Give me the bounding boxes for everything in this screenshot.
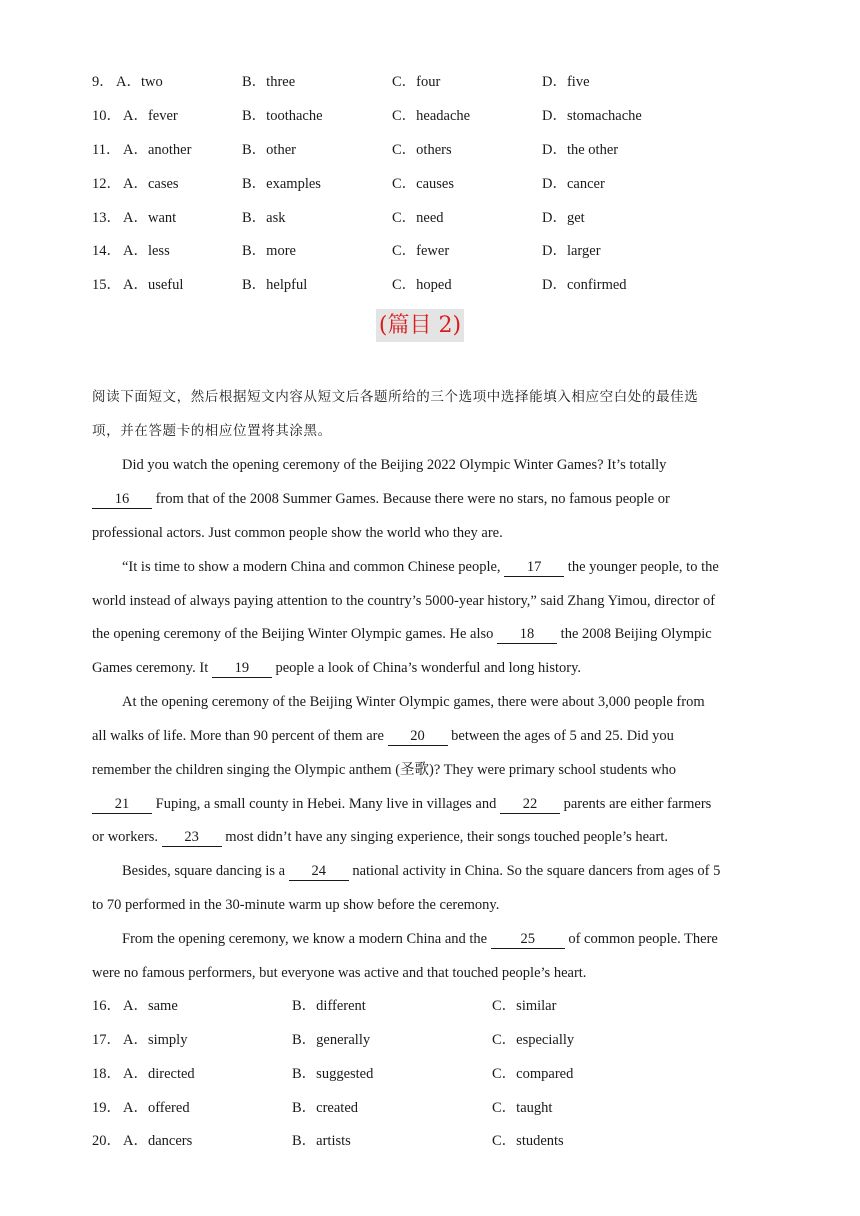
option-b: B．artists (292, 1133, 351, 1149)
option-d: D．larger (542, 243, 601, 259)
passage-line (122, 556, 719, 578)
passage-text: the 2008 Beijing Olympic (557, 626, 712, 642)
question-number: 17． (92, 1032, 121, 1048)
passage-line (92, 657, 581, 679)
passage-line (122, 860, 720, 882)
passage-text: the opening ceremony of the Beijing Winter Olympic games. He also (92, 626, 498, 642)
question-number: 14． (92, 243, 121, 259)
option-a: A．less (123, 243, 170, 259)
section-title: (篇目 2) (376, 309, 464, 342)
passage-line (92, 623, 712, 645)
passage-line (92, 725, 674, 747)
option-a: A．directed (123, 1066, 195, 1082)
option-c: C．hoped (392, 277, 452, 293)
passage-text: or workers. (92, 829, 162, 845)
option-a: A．fever (123, 108, 178, 124)
passage-line: Did you watch the opening ceremony of the Beijing 2022 Olympic Winter Games? It’s totally (122, 457, 667, 473)
option-b: B．helpful (242, 277, 308, 293)
blank-24: 24 (289, 862, 349, 881)
option-c: C．headache (392, 108, 471, 124)
option-c: C．need (392, 210, 444, 226)
passage-text: Games ceremony. It (92, 660, 212, 676)
question-number: 15． (92, 277, 121, 293)
blank-18: 18 (497, 625, 557, 644)
passage-text: most didn’t have any singing experience, their songs touched people’s heart. (221, 829, 668, 845)
passage-text: the younger people, to the (564, 559, 719, 575)
passage-text: From the opening ceremony, we know a modern China and the (122, 931, 491, 947)
question-number: 10． (92, 108, 121, 124)
passage-line (92, 793, 711, 815)
option-c: C．compared (492, 1066, 574, 1082)
option-c: C．taught (492, 1100, 553, 1116)
blank-16: 16 (92, 490, 152, 509)
option-a: A．same (123, 998, 178, 1014)
option-d: D．confirmed (542, 277, 627, 293)
passage-text: Besides, square dancing is a (122, 863, 289, 879)
passage-line (92, 488, 670, 510)
option-c: C．others (392, 142, 452, 158)
option-b: B．ask (242, 210, 286, 226)
blank-21: 21 (92, 795, 152, 814)
option-a: A．useful (123, 277, 184, 293)
passage-line (122, 928, 718, 950)
option-a: A．offered (123, 1100, 190, 1116)
option-a: A．another (123, 142, 192, 158)
option-d: D．get (542, 210, 585, 226)
option-c: C．students (492, 1133, 564, 1149)
option-b: B．three (242, 74, 296, 90)
option-a: A．dancers (123, 1133, 193, 1149)
passage-line (92, 826, 668, 848)
option-c: C．especially (492, 1032, 575, 1048)
option-a: A．two (116, 74, 163, 90)
option-c: C．four (392, 74, 441, 90)
passage-line: to 70 performed in the 30-minute warm up show before the ceremony. (92, 897, 500, 913)
passage-text: of common people. There (564, 931, 718, 947)
option-b: B．created (292, 1100, 359, 1116)
passage-text: parents are either farmers (559, 796, 712, 812)
blank-22: 22 (500, 795, 560, 814)
passage-line: professional actors. Just common people show the world who they are. (92, 525, 503, 541)
blank-25: 25 (491, 930, 565, 949)
option-d: D．the other (542, 142, 619, 158)
option-d: D．cancer (542, 176, 605, 192)
question-number: 12． (92, 176, 121, 192)
question-number: 19． (92, 1100, 121, 1116)
instructions-line-1: 阅读下面短文，然后根据短文内容从短文后各题所给的三个选项中选择能填入相应空白处的最佳选 (92, 389, 699, 405)
option-d: D．five (542, 74, 590, 90)
passage-text: from that of the 2008 Summer Games. Because there were no stars, no famous people or (152, 491, 670, 507)
passage-line: remember the children singing the Olympic anthem (圣歌)? They were primary school students who (92, 762, 677, 778)
passage-line: were no famous performers, but everyone was active and that touched people’s heart. (92, 965, 587, 981)
blank-23: 23 (162, 828, 222, 847)
passage-text: between the ages of 5 and 25. Did you (447, 728, 674, 744)
passage-line: At the opening ceremony of the Beijing Winter Olympic games, there were about 3,000 people from (122, 694, 705, 710)
option-c: C．fewer (392, 243, 450, 259)
option-c: C．causes (392, 176, 455, 192)
blank-20: 20 (388, 727, 448, 746)
instructions-line-2: 项，并在答题卡的相应位置将其涂黑。 (92, 423, 332, 439)
passage-text: “It is time to show a modern China and common Chinese people, (122, 559, 505, 575)
question-number: 18． (92, 1066, 121, 1082)
option-b: B．different (292, 998, 366, 1014)
passage-text: all walks of life. More than 90 percent of them are (92, 728, 388, 744)
option-a: A．simply (123, 1032, 188, 1048)
question-number: 11． (92, 142, 121, 158)
option-b: B．toothache (242, 108, 323, 124)
passage-text: people a look of China’s wonderful and long history. (271, 660, 582, 676)
option-b: B．more (242, 243, 296, 259)
option-c: C．similar (492, 998, 557, 1014)
question-number: 20． (92, 1133, 121, 1149)
blank-17: 17 (504, 558, 564, 577)
option-a: A．want (123, 210, 177, 226)
passage-text: national activity in China. So the square dancers from ages of 5 (348, 863, 721, 879)
question-number: 9． (92, 74, 114, 90)
option-b: B．examples (242, 176, 321, 192)
option-b: B．other (242, 142, 296, 158)
option-b: B．generally (292, 1032, 371, 1048)
option-d: D．stomachache (542, 108, 642, 124)
blank-19: 19 (212, 659, 272, 678)
question-number: 16． (92, 998, 121, 1014)
option-a: A．cases (123, 176, 179, 192)
passage-line: world instead of always paying attention to the country’s 5000-year history,” said Zhang Yimou, director of (92, 593, 716, 609)
passage-text: Fuping, a small county in Hebei. Many live in villages and (152, 796, 500, 812)
question-number: 13． (92, 210, 121, 226)
option-b: B．suggested (292, 1066, 374, 1082)
